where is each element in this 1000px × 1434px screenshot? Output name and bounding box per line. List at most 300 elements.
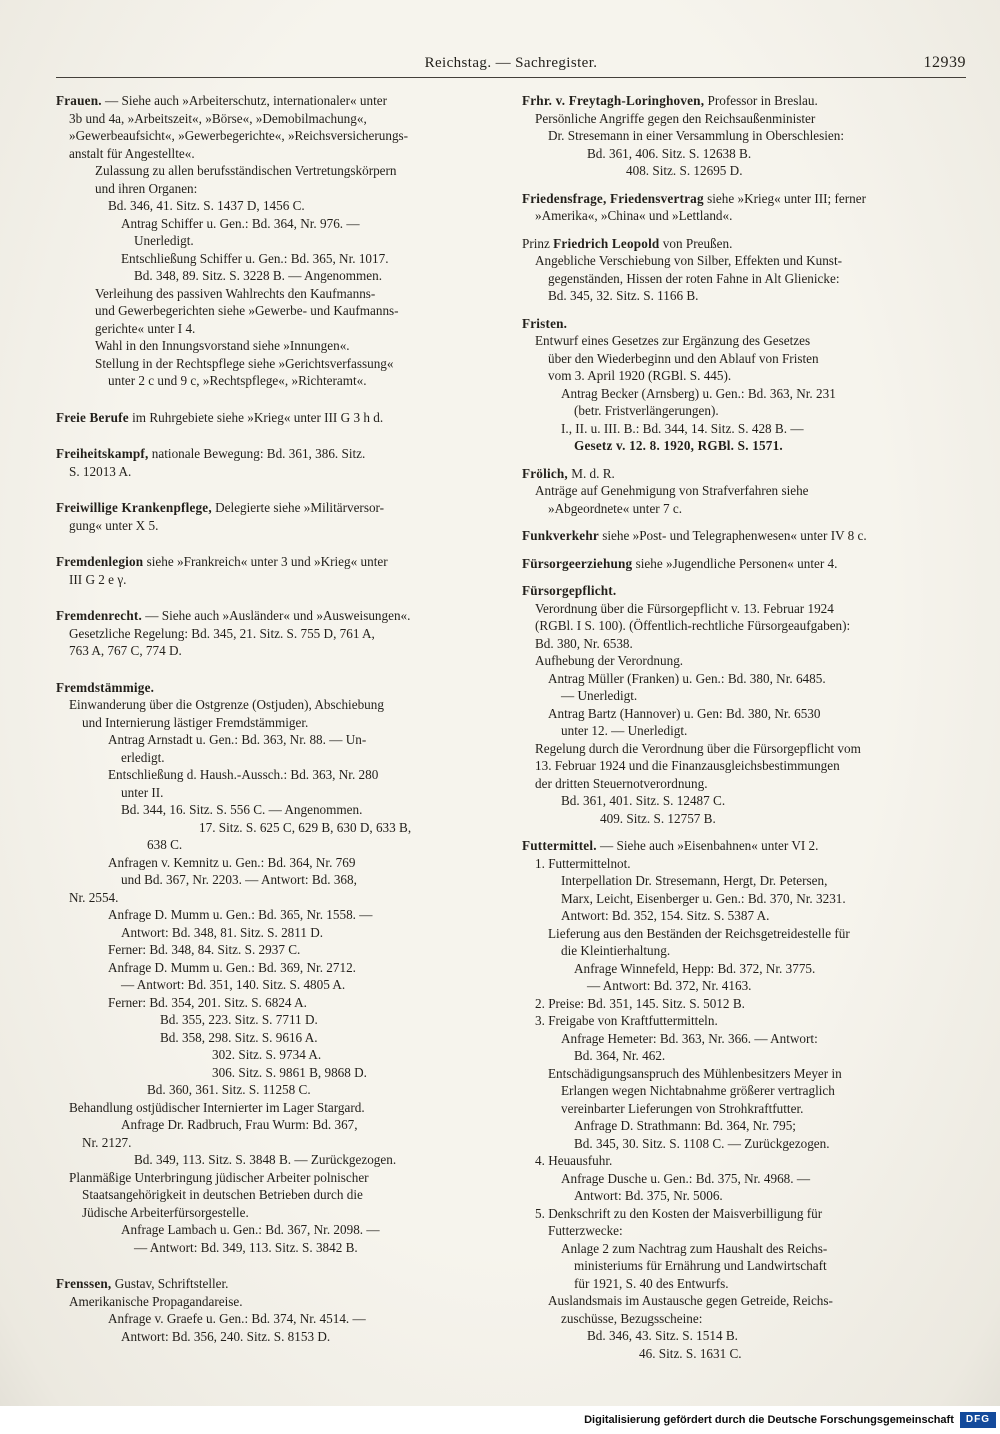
entry-text: Bd. 358, 298. Sitz. S. 9616 A. [160,1029,318,1045]
index-line [56,1029,500,1047]
index-line [56,714,500,732]
index-entry [522,235,966,305]
index-line [56,1328,500,1346]
entry-text: die Kleintierhaltung. [561,943,671,958]
entry-text: Anfrage D. Mumm u. Gen.: Bd. 369, Nr. 2712. [108,959,356,975]
entry-text: für 1921, S. 40 des Entwurfs. [574,1275,729,1291]
entry-text: Anfrage D. Strathmann: Bd. 364, Nr. 795; [574,1118,796,1133]
index-line [56,784,500,802]
headword: Fürsorgeerziehung [522,555,633,571]
index-line [522,792,966,810]
index-line [522,332,966,350]
index-line [522,162,966,180]
index-line [522,995,966,1013]
entry-text: Stellung in der Rechtspflege siehe »Gerichtsverfassung« [95,355,394,371]
entry-text: Antrag Schiffer u. Gen.: Bd. 364, Nr. 976. — [121,215,360,231]
headword: Frhr. v. Freytagh-Loringhoven, [522,93,705,108]
index-line [522,367,966,385]
page-number: 12939 [923,54,966,71]
index-line [522,1012,966,1030]
index-line [56,731,500,749]
index-entry [56,607,500,660]
index-line [56,1046,500,1064]
running-title: Reichstag. — Sachregister. [424,55,598,71]
index-line [522,500,966,518]
index-line [522,705,966,723]
headword: Fremdstämmige. [56,679,155,695]
entry-text: Anfrage Dusche u. Gen.: Bd. 375, Nr. 4968. — [561,1170,811,1186]
headword: Friedrich Leopold [553,235,660,251]
index-line [56,337,500,355]
entry-text: von Preußen. [659,235,733,251]
entry-text: — Antwort: Bd. 349, 113. Sitz. S. 3842 B. [134,1239,358,1255]
index-line [522,837,966,855]
entry-text: (RGBl. I S. 100). (Öffentlich-rechtliche Fürsorgeaufgaben): [535,618,851,633]
entry-text: Dr. Stresemann in einer Versammlung in Oberschlesien: [548,128,845,143]
entry-text: Zulassung zu allen berufsständischen Vertretungskörpern [95,163,397,178]
entry-text: Bd. 346, 41. Sitz. S. 1437 D, 1456 C. [108,198,305,213]
entry-text: vom 3. April 1920 (RGBl. S. 445). [548,368,732,383]
index-line [522,1135,966,1153]
entry-text: Anfrage Dr. Radbruch, Frau Wurm: Bd. 367, [121,1117,358,1132]
entry-text: 17. Sitz. S. 625 C, 629 B, 630 D, 633 B, [199,819,412,835]
index-line [56,1064,500,1082]
entry-text: (betr. Fristverlängerungen). [574,403,719,418]
entry-text: Anträge auf Genehmigung von Strafverfahren siehe [535,483,809,498]
headword: Frenssen, [56,1276,112,1291]
entry-text: Professor in Breslau. [704,93,818,108]
entry-text: Anlage 2 zum Nachtrag zum Haushalt des Reichs- [561,1240,828,1256]
entry-text: Antrag Müller (Franken) u. Gen.: Bd. 380, Nr. 6485. [548,670,826,686]
index-line [522,1292,966,1310]
index-line [522,960,966,978]
index-line [522,1100,966,1118]
index-line [56,145,500,163]
index-entry [522,315,966,455]
index-line [522,402,966,420]
entry-text: Delegierte siehe »Militärversor- [211,500,385,515]
entry-text: Ferner: Bd. 348, 84. Sitz. S. 2937 C. [108,942,301,957]
headword: Freiheitskampf, [56,446,149,461]
entry-text: Bd. 349, 113. Sitz. S. 3848 B. — Zurückgezogen. [134,1152,397,1167]
index-line [522,350,966,368]
entry-text: siehe »Frankreich« unter 3 und »Krieg« unter [143,554,388,569]
index-line [522,1117,966,1135]
entry-text: 3b und 4a, »Arbeitszeit«, »Börse«, »Demobilmachung«, [69,110,367,126]
entry-text: gegenständen, Hissen der roten Fahne in Alt Glienicke: [548,270,840,286]
entry-text: I., II. u. III. B.: Bd. 344, 14. Sitz. S. 428 B. — [561,420,804,436]
index-entry [522,555,966,573]
entry-text: Antwort: Bd. 356, 240. Sitz. S. 8153 D. [121,1328,331,1344]
index-entry [522,837,966,1362]
entry-text: der dritten Steuernotverordnung. [535,775,708,791]
headword: Fremdenlegion [56,554,144,569]
index-line [522,1082,966,1100]
entry-text: und ihren Organen: [95,180,198,196]
index-line [56,1169,500,1187]
entry-text: Verleihung des passiven Wahlrechts den Kaufmanns- [95,285,376,301]
entry-text: Bd. 346, 43. Sitz. S. 1514 B. [587,1328,738,1343]
entry-text: Einwanderung über die Ostgrenze (Ostjuden), Abschiebung [69,697,384,712]
index-line [522,1275,966,1293]
index-line [56,1011,500,1029]
index-line [56,801,500,819]
entry-text: Auslandsmais im Austausche gegen Getreide, Reichs- [548,1293,833,1308]
index-line [522,270,966,288]
entry-text: Bd. 364, Nr. 462. [574,1048,666,1063]
entry-text: Unerledigt. [134,233,194,248]
index-line [56,409,500,427]
index-line [522,1205,966,1223]
footer-credit-text: Digitalisierung gefördert durch die Deutsche Forschungsgemeinschaft [584,1414,954,1426]
index-line [56,302,500,320]
index-line [56,110,500,128]
index-entry [56,409,500,427]
entry-text: — Antwort: Bd. 372, Nr. 4163. [587,978,752,993]
index-entry [56,679,500,1257]
entry-text: unter II. [121,784,164,800]
entry-text: 638 C. [147,837,183,852]
entry-text: — Unerledigt. [561,688,638,703]
index-line [56,924,500,942]
index-line [522,775,966,793]
column-left [56,92,500,1372]
entry-text: Anfrage D. Mumm u. Gen.: Bd. 365, Nr. 1558. — [108,907,373,922]
headword: Freie Berufe [56,409,129,425]
index-line [522,1065,966,1083]
index-line [56,959,500,977]
index-line [522,92,966,110]
index-line [56,553,500,571]
index-line [56,1275,500,1293]
entry-text: »Gewerbeaufsicht«, »Gewerbegerichte«, »Reichsversicherungs- [69,128,409,143]
index-line [522,1047,966,1065]
index-line [56,941,500,959]
index-line [522,1327,966,1345]
index-line [56,571,500,589]
index-line [56,250,500,268]
entry-text: Ferner: Bd. 354, 201. Sitz. S. 6824 A. [108,994,307,1010]
entry-text: und Internierung lästiger Fremdstämmiger. [82,714,309,730]
index-line [522,527,966,545]
entry-text: M. d. R. [567,465,615,481]
entry-text: Anfrage Winnefeld, Hepp: Bd. 372, Nr. 3775. [574,960,816,976]
entry-text: Nr. 2554. [69,889,119,905]
entry-text: — Siehe auch »Ausländer« und »Ausweisungen«. [141,608,411,623]
index-line [56,180,500,198]
index-line [522,1187,966,1205]
entry-text: Staatsangehörigkeit in deutschen Betrieben durch die [82,1187,363,1202]
index-line [56,1134,500,1152]
index-line [56,871,500,889]
index-line [522,235,966,253]
entry-text: nationale Bewegung: Bd. 361, 386. Sitz. [148,446,366,461]
index-line [522,670,966,688]
index-entry [56,445,500,480]
entry-text: Bd. 348, 89. Sitz. S. 3228 B. — Angenommen. [134,268,383,283]
entry-text: 46. Sitz. S. 1631 C. [639,1345,742,1361]
entry-text: 13. Februar 1924 und die Finanzausgleichsbestimmungen [535,758,840,773]
index-line [56,355,500,373]
entry-text: siehe »Post- und Telegraphenwesen« unter IV 8 c. [598,528,867,543]
entry-text: Entschließung d. Haush.-Aussch.: Bd. 363, Nr. 280 [108,767,379,782]
entry-text: 4. Heuausfuhr. [535,1153,613,1168]
index-line [522,582,966,600]
index-line [522,110,966,128]
index-line [522,207,966,225]
index-line [522,722,966,740]
entry-text: Bd. 380, Nr. 6538. [535,635,633,651]
entry-text: Nr. 2127. [82,1134,132,1150]
index-line [56,1116,500,1134]
entry-text: 408. Sitz. S. 12695 D. [626,163,743,178]
headword: Freiwillige Krankenpflege, [56,500,212,515]
index-line [56,1204,500,1222]
entry-text: 1. Futtermittelnot. [535,855,631,871]
index-line [522,977,966,995]
entry-text: Antwort: Bd. 348, 81. Sitz. S. 2811 D. [121,924,324,940]
entry-text: im Ruhrgebiete siehe »Krieg« unter III G 3 h d. [128,409,384,425]
index-line [56,836,500,854]
index-line [56,372,500,390]
index-line [522,942,966,960]
headword: Fremdenrecht. [56,608,142,623]
index-line [56,1310,500,1328]
entry-text: unter 12. — Unerledigt. [561,723,688,738]
index-line [522,687,966,705]
entry-text: gerichte« unter I 4. [95,320,196,336]
index-columns [56,92,966,1372]
entry-text: Futterzwecke: [548,1223,623,1238]
entry-text: Aufhebung der Verordnung. [535,653,684,668]
index-line [522,872,966,890]
index-entry [56,499,500,534]
entry-text: Persönliche Angriffe gegen den Reichsaußenminister [535,110,816,126]
entry-text: Regelung durch die Verordnung über die Fürsorgepflicht vom [535,740,861,756]
entry-text: über den Wiederbeginn und den Ablauf von Fristen [548,350,819,366]
entry-text: Antwort: Bd. 375, Nr. 5006. [574,1188,723,1203]
entry-text: Wahl in den Innungsvorstand siehe »Innungen«. [95,338,350,353]
entry-text: Amerikanische Propagandareise. [69,1293,243,1309]
entry-text: Gesetzliche Regelung: Bd. 345, 21. Sitz. S. 755 D, 761 A, [69,625,375,641]
index-line [56,1186,500,1204]
index-line [56,285,500,303]
index-line [56,1081,500,1099]
entry-text: gung« unter X 5. [69,517,159,533]
index-line [522,890,966,908]
index-line [56,445,500,463]
entry-text: Planmäßige Unterbringung jüdischer Arbeiter polnischer [69,1169,369,1185]
index-line [522,1152,966,1170]
headword: Frauen. [56,93,102,108]
index-entry [56,92,500,390]
entry-text: S. 12013 A. [69,463,132,479]
index-line [56,1151,500,1169]
entry-text: Verordnung über die Fürsorgepflicht v. 13. Februar 1924 [535,600,834,616]
index-line [522,1345,966,1363]
index-line [56,1221,500,1239]
index-entry [522,582,966,827]
headword: Funkverkehr [522,528,599,543]
index-line [522,252,966,270]
entry-text: Gustav, Schriftsteller. [111,1276,229,1291]
index-line [56,607,500,625]
index-line [56,517,500,535]
index-line [522,145,966,163]
entry-text: Anfrage Lambach u. Gen.: Bd. 367, Nr. 2098. — [121,1222,380,1237]
index-line [56,320,500,338]
entry-text: 5. Denkschrift zu den Kosten der Maisverbilligung für [535,1205,823,1221]
entry-text: III G 2 e γ. [69,571,127,587]
entry-text: Bd. 361, 406. Sitz. S. 12638 B. [587,145,752,161]
index-line [56,267,500,285]
entry-text: Antrag Bartz (Hannover) u. Gen: Bd. 380, Nr. 6530 [548,705,821,721]
index-line [56,766,500,784]
index-line [56,819,500,837]
entry-text: Bd. 345, 32. Sitz. S. 1166 B. [548,288,699,303]
index-line [522,1222,966,1240]
index-line [522,855,966,873]
index-line [56,162,500,180]
index-line [56,1293,500,1311]
index-line [56,232,500,250]
entry-text: anstalt für Angestellte«. [69,145,195,161]
index-line [522,420,966,438]
entry-text: siehe »Krieg« unter III; ferner [703,190,866,206]
headword: Fristen. [522,315,568,331]
entry-text: Antrag Becker (Arnsberg) u. Gen.: Bd. 363, Nr. 231 [561,385,836,401]
index-line [522,287,966,305]
entry-text: Erlangen wegen Nichtabnahme größerer vertraglich [561,1083,835,1098]
dfg-logo: DFG [960,1412,996,1428]
headword: Gesetz v. 12. 8. 1920, RGBl. S. 1571. [574,438,783,453]
index-line [522,1170,966,1188]
headword: Fürsorgepflicht. [522,583,617,598]
index-line [522,600,966,618]
entry-text: 409. Sitz. S. 12757 B. [600,810,716,826]
entry-text: — Antwort: Bd. 351, 140. Sitz. S. 4805 A. [121,977,346,992]
entry-text: Entschließung Schiffer u. Gen.: Bd. 365, Nr. 1017. [121,250,389,266]
entry-text: — Siehe auch »Eisenbahnen« unter VI 2. [596,838,819,853]
index-entry [56,553,500,588]
digitization-credit [584,1412,1000,1428]
index-entry [522,465,966,518]
entry-text: Entschädigungsanspruch des Mühlenbesitzers Meyer in [548,1065,842,1081]
index-line [56,463,500,481]
index-line [522,740,966,758]
index-line [56,976,500,994]
headword: Friedensfrage, Friedensvertrag [522,190,704,206]
index-line [522,1310,966,1328]
index-line [56,994,500,1012]
index-line [522,810,966,828]
index-line [56,749,500,767]
entry-text: 306. Sitz. S. 9861 B, 9868 D. [212,1064,367,1080]
entry-text: Antwort: Bd. 352, 154. Sitz. S. 5387 A. [561,908,770,923]
entry-text: Marx, Leicht, Eisenberger u. Gen.: Bd. 370, Nr. 3231. [561,890,846,906]
index-line [522,757,966,775]
column-right [522,92,966,1372]
entry-text: »Amerika«, »China« und »Lettland«. [535,208,733,223]
index-line [522,925,966,943]
entry-text: Behandlung ostjüdischer Internierter im Lager Stargard. [69,1099,365,1115]
entry-text: ministeriums für Ernährung und Landwirtschaft [574,1258,827,1273]
index-line [522,465,966,483]
entry-text: vereinbarter Lieferungen von Strohkraftfutter. [561,1100,804,1116]
entry-text: Anfrage v. Graefe u. Gen.: Bd. 374, Nr. 4514. — [108,1311,366,1326]
index-line [56,679,500,697]
index-line [56,197,500,215]
entry-text: Prinz [522,235,554,251]
entry-text: Interpellation Dr. Stresemann, Hergt, Dr. Petersen, [561,873,828,888]
entry-text: unter 2 c und 9 c, »Rechtspflege«, »Richteramt«. [108,373,367,388]
index-line [522,635,966,653]
index-line [56,92,500,110]
entry-text: Anfragen v. Kemnitz u. Gen.: Bd. 364, Nr. 769 [108,854,356,870]
index-line [522,1257,966,1275]
entry-text: Anfrage Hemeter: Bd. 363, Nr. 366. — Antwort: [561,1030,818,1046]
entry-text: 302. Sitz. S. 9734 A. [212,1047,322,1062]
index-line [56,889,500,907]
index-line [522,190,966,208]
index-line [522,1240,966,1258]
headword: Frölich, [522,465,568,481]
index-line [56,1099,500,1117]
index-line [522,1030,966,1048]
page-header [56,54,966,78]
entry-text: Angebliche Verschiebung von Silber, Effekten und Kunst- [535,253,842,268]
index-line [56,215,500,233]
entry-text: zuschüsse, Bezugsscheine: [561,1310,703,1326]
index-line [522,617,966,635]
entry-text: und Gewerbegerichten siehe »Gewerbe- und Kaufmanns- [95,303,399,318]
index-line [56,642,500,660]
entry-text: — Siehe auch »Arbeiterschutz, internationaler« unter [101,93,387,108]
index-line [522,652,966,670]
index-line [56,1239,500,1257]
index-line [522,482,966,500]
footer-band [0,1406,1000,1434]
index-line [56,127,500,145]
entry-text: 763 A, 767 C, 774 D. [69,643,182,658]
index-entry [56,1275,500,1345]
index-line [522,555,966,573]
index-entry [522,527,966,545]
index-line [522,127,966,145]
index-line [522,315,966,333]
entry-text: erledigt. [121,749,165,765]
index-line [522,385,966,403]
entry-text: Antrag Arnstadt u. Gen.: Bd. 363, Nr. 88. — Un- [108,732,367,747]
entry-text: 3. Freigabe von Kraftfuttermitteln. [535,1013,718,1028]
entry-text: Jüdische Arbeiterfürsorgestelle. [82,1204,249,1220]
index-line [522,907,966,925]
entry-text: siehe »Jugendliche Personen« unter 4. [632,555,838,571]
entry-text: Lieferung aus den Beständen der Reichsgetreidestelle für [548,925,850,941]
index-line [522,437,966,455]
entry-text: 2. Preise: Bd. 351, 145. Sitz. S. 5012 B. [535,995,745,1011]
index-entry [522,190,966,225]
entry-text: Bd. 360, 361. Sitz. S. 11258 C. [147,1082,311,1097]
index-entry [522,92,966,180]
index-line [56,906,500,924]
headword: Futtermittel. [522,838,597,853]
index-line [56,499,500,517]
entry-text: Entwurf eines Gesetzes zur Ergänzung des Gesetzes [535,333,811,348]
index-line [56,696,500,714]
index-line [56,625,500,643]
entry-text: und Bd. 367, Nr. 2203. — Antwort: Bd. 368, [121,872,357,887]
